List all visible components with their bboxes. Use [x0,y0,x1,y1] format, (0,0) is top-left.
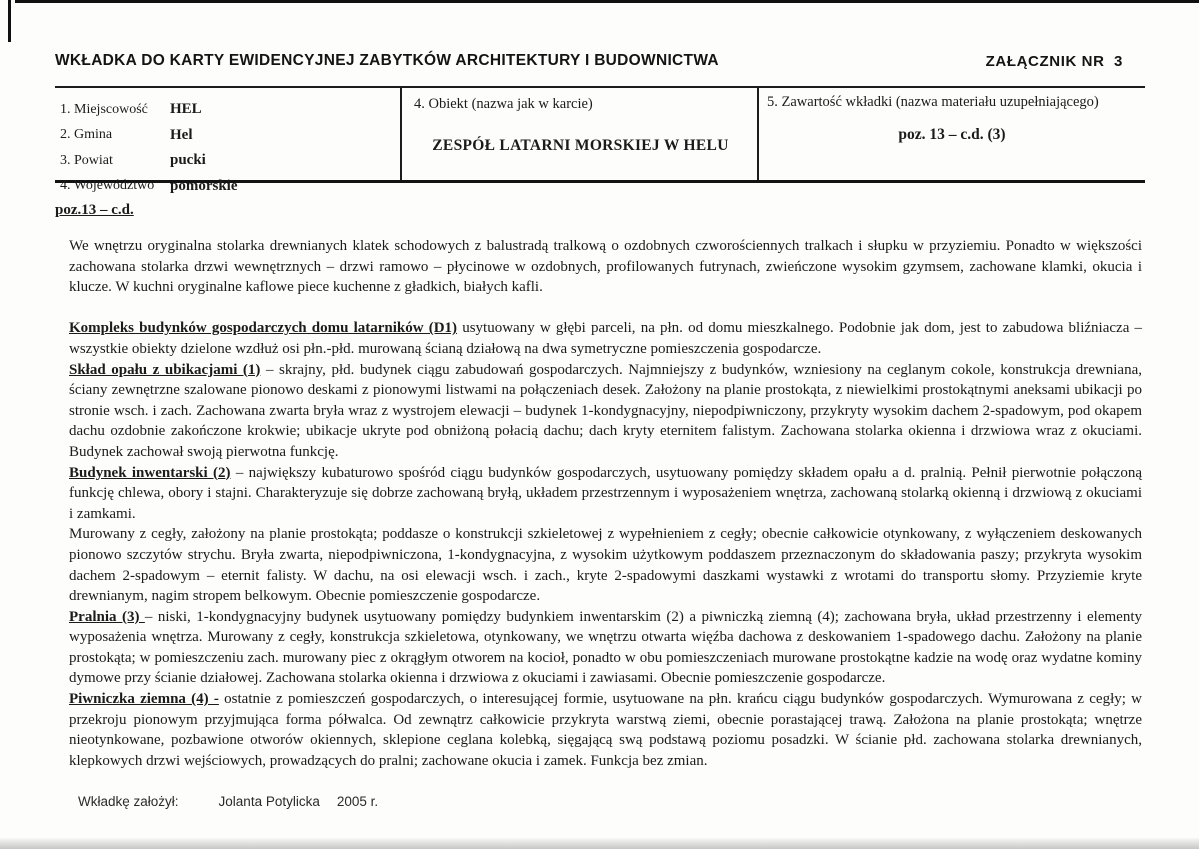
form-table [55,86,1145,194]
document-body [55,202,1145,771]
field-value: pucki [170,152,206,169]
paragraph-lead: Kompleks budynków gospodarczych domu latarników (D1) [69,320,458,337]
paragraph-text: We wnętrzu oryginalna stolarka drewnianych klatek schodowych z balustradą tralkową o ozdobnych czworościennych tralkach i słupku w przyziemiu. Ponadto w większości zachowana stolarka drzwi wewnętrznych – drzwi ramowo – płycinowe w ozdobnych, profilowanych futrynach, zwieńczone wysokim gzymsem, zachowane klamki, okucia i klucze. W kuchni oryginalne kaflowe piece kuchenne z gładkich, białych kafli. [69,238,1142,296]
insert-content-column [757,88,1145,180]
body-paragraph [69,360,1142,463]
body-paragraph [69,463,1142,525]
field-label: 2. Gmina [60,127,113,143]
paragraph-text: usytuowany w głębi parceli, na płn. od domu mieszkalnego. Podobnie jak dom, jest to zabudowa bliźniacza – wszystkie obiekty dzielone wzdłuż osi płn.-płd. murowaną ścianą działową na dwa symetryczne pomieszczenia gospodarcze. [69,320,1142,357]
field-value: pomorskie [170,177,238,194]
field-value: Hel [170,126,193,143]
paragraph-lead: Skład opału z ubikacjami (1) [69,361,261,378]
paragraph-text: – niski, 1-kondygnacyjny budynek usytuowany pomiędzy budynkiem inwentarskim (2) a piwniczką ziemną (4); zachowana bryła, układ przestrzenny i elementy wyposażenia wnętrza. Murowany z cegły, konstrukcja szkieletowa, otynkowany, we wnętrzu otwarta więźba dachowa z deskowaniem 1-spadowego dachu. Założony na planie prostokąta; w pomieszczeniu zach. murowany piec z okrągłym otworem na kocioł, ponadto w obu pomieszczeniach murowane prostokątne kadzie na wodę oraz wydatne kominy dymowe przy ścianie działowej. Zachowana stolarka okienna i drzwiowa z okuciami i zawiasami. Obecnie pomieszczenie gospodarcze. [69,608,1142,687]
footer-year: 2005 r. [336,794,379,809]
field-label: 3. Powiat [60,152,113,168]
body-paragraph [69,689,1142,771]
footer-label: Wkładkę założył: [78,794,179,809]
footer-author: Jolanta Potylicka [218,794,320,809]
object-name: ZESPÓŁ LATARNI MORSKIEJ W HELU [432,137,729,154]
scan-artifact-top-edge [15,0,1199,3]
field-label: 4. Województwo [60,178,155,194]
field-value: HEL [170,101,202,118]
document-footer [78,794,378,809]
body-paragraph [69,607,1142,689]
paragraph-text: – skrajny, płd. budynek ciągu zabudowań gospodarczych. Najmniejszy z budynków, wzniesiony na ceglanym cokole, konstrukcja drewniana, ściany zewnętrzne szalowane pionowo deskami z pionowymi listwami na połączeniach desek. Założony na planie prostokąta, z niewielkimi prostokątnymi aneksami ubikacji po stronie wsch. i zach. Zachowana zwarta bryła wraz z wystrojem elewacji – budynek 1-kondygnacyjny, niepodpiwniczony, przykryty wysokim dachem 2-spadowym, pod okapem dachu ozdobnie zakończone krokwie; ubikacje ukryte pod obniżoną połacią dachu; dach kryty eternitem falistym. Zachowana stolarka okienna i drzwiowa wraz z okuciami. Budynek zachował swoją pierwotna funkcję. [69,361,1142,460]
document-title: WKŁADKA DO KARTY EWIDENCYJNEJ ZABYTKÓW ARCHITEKTURY I BUDOWNICTWA [55,52,719,69]
insert-content-label: 5. Zawartość wkładki (nazwa materiału uzupełniającego) [767,94,1099,110]
object-column [400,88,757,180]
insert-content-value: poz. 13 – c.d. (3) [898,126,1006,143]
field-label: 1. Miejscowość [60,101,148,117]
field-gmina [60,123,400,149]
scan-artifact-left-edge [8,0,11,42]
paragraph-lead: Pralnia (3) [69,608,145,625]
field-wojewodztwo [60,174,400,200]
location-column [55,88,400,194]
object-label: 4. Obiekt (nazwa jak w karcie) [414,96,593,112]
document-header [55,52,1145,70]
scan-artifact-bottom-shadow [0,838,1199,849]
section-heading: poz.13 – c.d. [55,202,134,218]
body-paragraph [69,318,1142,359]
paragraph-lead: Piwniczka ziemna (4) - [69,691,219,708]
body-paragraph [69,524,1142,606]
field-powiat [60,148,400,174]
paragraph-lead: Budynek inwentarski (2) [69,464,231,481]
paragraph-text: ostatnie z pomieszczeń gospodarczych, o interesującej formie, usytuowane na płn. krańcu ciągu budynków gospodarczych. Wymurowana z cegły; w przekroju pionowym przyjmująca forma półwalca. Od zewnątrz całkowicie przykryta warstwą ziemi, obecnie porastającej trawą. Założona na planie prostokąta; wnętrze nieotynkowane, pozbawione otworów okiennych, sklepione ceglana kolebką, sięgającą swą podstawą poziomu posadzki. W ścianie płd. zachowana stolarka drewnianych, klepkowych drzwi wejściowych, prowadzących do pralni; zachowane okucia i zamek. Funkcja bez zmian. [69,691,1143,769]
paragraph-text: – największy kubaturowo spośród ciągu budynków gospodarczych, usytuowany pomiędzy składem opału a d. pralnią. Pełnił pierwotnie połączoną funkcję chlewa, obory i stajni. Charakteryzuje się dobrze zachowaną bryłą, układem przestrzennym i wyposażeniem wnętrza, zachowaną stolarką okienną i drzwiową z okuciami i zamkami. [69,464,1142,522]
paragraph-text: Murowany z cegły, założony na planie prostokąta; poddasze o konstrukcji szkieletowej z wypełnieniem z cegły; obecnie całkowicie otynkowany, z wyłączeniem deskowanych pionowo szczytów strychu. Bryła zwarta, niepodpiwniczona, 1-kondygnacyjna, z wysokim użytkowym poddaszem przeznaczonym do składowania paszy; przykryta wysokim dachem 2-spadowym – eternit falisty. W dachu, na osi elewacji wsch. i zach., kryte 2-spadowymi daszkami wystawki z wrotami do transportu słomy. Przyziemie kryte drewnianym, nagim stropem belkowym. Obecnie pomieszczenie gospodarcze. [69,526,1142,605]
attachment-number: ZAŁĄCZNIK NR 3 [985,53,1123,70]
paragraphs-container [55,236,1145,771]
body-paragraph [69,236,1142,298]
field-miejscowosc [60,97,400,123]
